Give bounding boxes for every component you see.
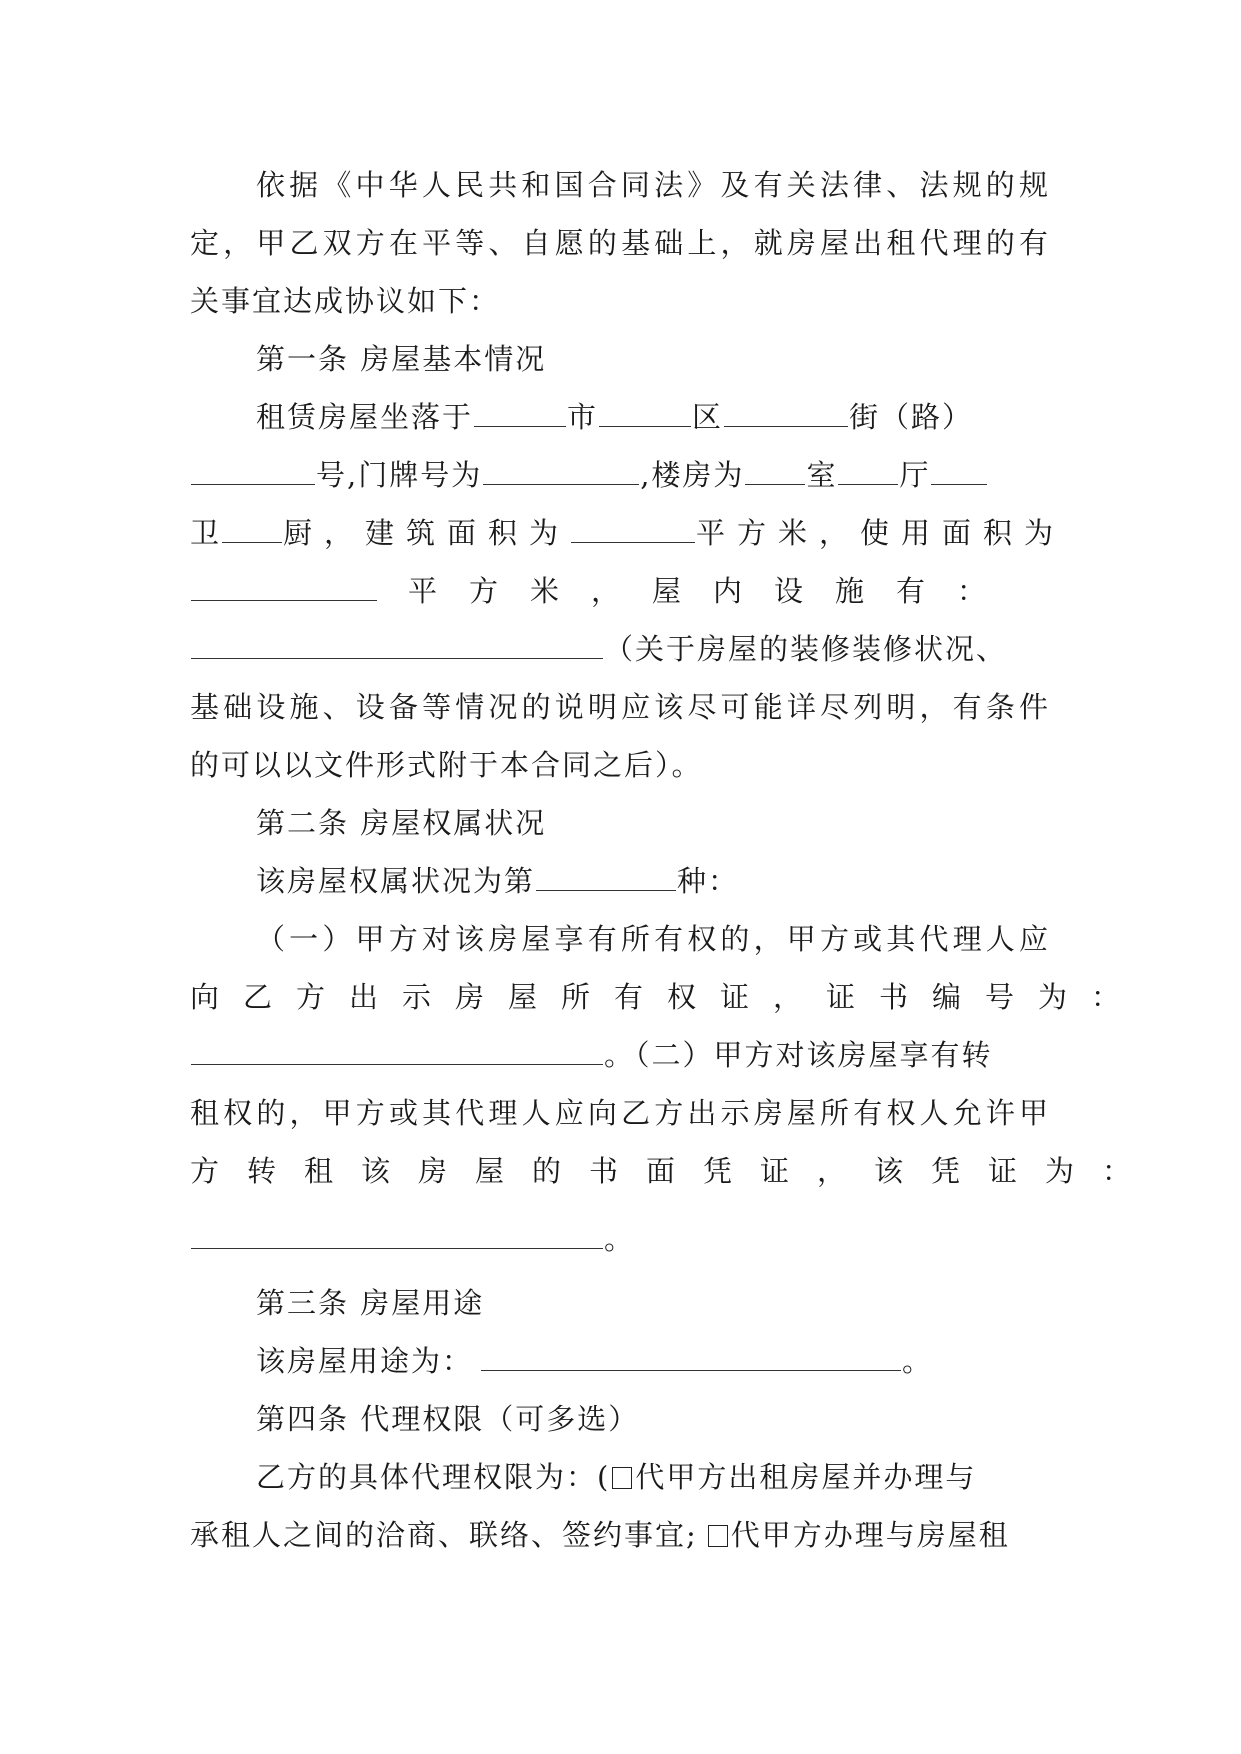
blank-street[interactable] xyxy=(724,400,848,427)
text-segment: 街（路） xyxy=(849,400,974,434)
article-4-line-2 xyxy=(190,1506,1050,1564)
article-1-line-3 xyxy=(190,504,1066,562)
text-segment: 该房屋用途为： xyxy=(256,1344,474,1378)
text-segment: 该房屋权属状况为第 xyxy=(256,864,536,898)
text-segment: 。（二）甲方对该房屋享有转 xyxy=(604,1038,993,1072)
article-1-line-4 xyxy=(190,562,1050,620)
blank-door-number[interactable] xyxy=(483,458,639,485)
article-4-line-1 xyxy=(256,1448,1050,1506)
text-segment: 号,门牌号为 xyxy=(316,458,483,492)
article-1-heading: 第一条 房屋基本情况 xyxy=(256,342,547,376)
blank-facilities[interactable] xyxy=(191,632,603,659)
text-segment: 乙方的具体代理权限为：( xyxy=(256,1460,611,1494)
blank-house-use[interactable] xyxy=(481,1344,901,1371)
checkbox-lease-agency[interactable] xyxy=(612,1467,632,1489)
blank-city[interactable] xyxy=(474,400,566,427)
blank-number[interactable] xyxy=(191,458,315,485)
text-segment: 代甲方出租房屋并办理与 xyxy=(635,1460,977,1494)
intro-line-2: 定，甲乙双方在平等、自愿的基础上，就房屋出租代理的有 xyxy=(190,226,1050,260)
article-3-line-1 xyxy=(256,1332,1050,1390)
blank-building-area[interactable] xyxy=(571,516,695,543)
text-segment: 平方米，使用面积为 xyxy=(696,516,1066,550)
text-segment: 厅 xyxy=(899,458,931,492)
blank-district[interactable] xyxy=(599,400,691,427)
blank-rooms[interactable] xyxy=(745,458,805,485)
article-2-line-4 xyxy=(190,1026,1050,1084)
article-3-heading: 第三条 房屋用途 xyxy=(256,1286,485,1320)
article-2-line-7 xyxy=(190,1210,1050,1268)
text-segment: 厨，建筑面积为 xyxy=(283,516,571,550)
intro-line-1: 依据《中华人民共和国合同法》及有关法律、法规的规 xyxy=(256,168,1050,202)
text-segment: 种： xyxy=(677,864,740,898)
text-segment: 平方米，屋内设施有： xyxy=(408,574,1019,608)
article-2-heading: 第二条 房屋权属状况 xyxy=(256,806,547,840)
text-segment: 代甲方办理与房屋租 xyxy=(730,1518,1010,1552)
article-2-line-1 xyxy=(256,852,1050,910)
text-segment: 租赁房屋坐落于 xyxy=(256,400,474,434)
article-4-heading: 第四条 代理权限（可多选） xyxy=(256,1402,640,1436)
article-1-line-2 xyxy=(190,446,1050,504)
blank-kitchens[interactable] xyxy=(222,516,282,543)
text-segment: 区 xyxy=(692,400,724,434)
text-segment: 室 xyxy=(806,458,838,492)
text-segment: ,楼房为 xyxy=(640,458,745,492)
checkbox-rental-procedures[interactable] xyxy=(708,1525,728,1547)
text-segment: 。 xyxy=(604,1222,636,1256)
blank-certificate-number[interactable] xyxy=(191,1038,603,1065)
blank-halls[interactable] xyxy=(838,458,898,485)
text-segment: 承租人之间的洽商、联络、签约事宜; xyxy=(190,1518,698,1552)
blank-sublease-voucher[interactable] xyxy=(191,1222,603,1249)
text-segment: （关于房屋的装修装修状况、 xyxy=(604,632,1008,666)
text-segment: 。 xyxy=(902,1344,934,1378)
intro-line-3: 关事宜达成协议如下： xyxy=(190,284,501,318)
blank-ownership-type[interactable] xyxy=(536,864,676,891)
text-segment: 卫 xyxy=(190,516,222,550)
article-2-line-5: 租权的，甲方或其代理人应向乙方出示房屋所有权人允许甲 xyxy=(190,1096,1050,1130)
article-2-line-3: 向乙方出示房屋所有权证，证书编号为： xyxy=(190,980,1145,1014)
article-2-line-6: 方转租该房屋的书面凭证，该凭证为： xyxy=(190,1154,1160,1188)
blank-usable-area[interactable] xyxy=(191,574,377,601)
article-1-line-7: 的可以以文件形式附于本合同之后）。 xyxy=(190,748,703,782)
article-1-line-1 xyxy=(256,388,1050,446)
article-1-line-6: 基础设施、设备等情况的说明应该尽可能详尽列明，有条件 xyxy=(190,690,1050,724)
article-2-line-2: （一）甲方对该房屋享有所有权的，甲方或其代理人应 xyxy=(256,922,1050,956)
article-1-line-5 xyxy=(190,620,1050,678)
text-segment: 市 xyxy=(567,400,599,434)
blank-bathrooms[interactable] xyxy=(931,458,987,485)
